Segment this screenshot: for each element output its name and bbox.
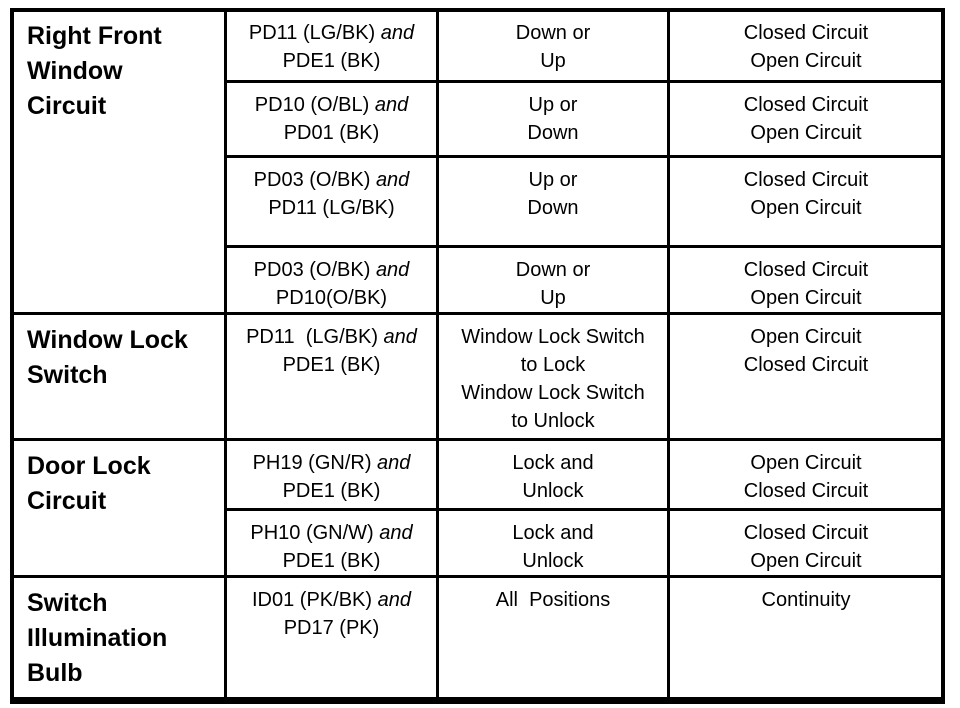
position-text: Window Lock Switch xyxy=(461,382,645,404)
result-text: Closed Circuit xyxy=(743,22,869,44)
pin-label: PH10 (GN/W) xyxy=(250,522,374,544)
position-text: Up xyxy=(540,287,566,309)
section-title-line: Switch xyxy=(27,361,108,389)
position-text: to Lock xyxy=(520,354,586,376)
pin-label: PD17 (PK) xyxy=(283,617,380,639)
section-title-line: Switch xyxy=(27,589,108,617)
pin-label: PD11 (LG/BK) xyxy=(248,22,376,44)
pin-label: PDE1 (BK) xyxy=(282,354,381,376)
section-title-line: Window xyxy=(27,57,123,85)
pin-label: PD11 (LG/BK) xyxy=(268,197,395,219)
result-text: Open Circuit xyxy=(750,122,862,144)
result-text: Open Circuit xyxy=(750,326,862,348)
section-title-line: Circuit xyxy=(27,487,107,515)
and-label: and xyxy=(375,169,410,191)
and-label: and xyxy=(377,589,411,611)
section-title-line: Right Front xyxy=(27,22,162,50)
pin-label: PDE1 (BK) xyxy=(282,480,381,502)
pin-label: PD03 (O/BK) xyxy=(253,259,371,281)
position-text: to Unlock xyxy=(511,410,595,432)
result-text: Continuity xyxy=(761,589,851,611)
position-text: Up or xyxy=(528,169,578,191)
and-label: and xyxy=(377,452,411,474)
position-text: Unlock xyxy=(522,550,584,572)
position-text: Down or xyxy=(515,22,591,44)
and-label: and xyxy=(380,22,415,44)
position-text: Lock and xyxy=(512,522,594,544)
pin-label: PD01 (BK) xyxy=(283,122,380,144)
position-text: All Positions xyxy=(495,589,611,611)
result-text: Closed Circuit xyxy=(743,169,869,191)
section-title-line: Illumination xyxy=(27,624,168,652)
pin-label: PD10 (O/BL) xyxy=(254,94,370,116)
position-text: Lock and xyxy=(512,452,594,474)
position-text: Window Lock Switch xyxy=(461,326,645,348)
pin-label: PD10(O/BK) xyxy=(275,287,388,309)
result-text: Open Circuit xyxy=(750,452,862,474)
result-text: Open Circuit xyxy=(750,197,862,219)
position-text: Unlock xyxy=(522,480,584,502)
pin-label: PDE1 (BK) xyxy=(282,50,381,72)
section-title-line: Circuit xyxy=(27,92,107,120)
pin-label: PH19 (GN/R) xyxy=(252,452,372,474)
result-text: Closed Circuit xyxy=(743,480,869,502)
position-text: Up or xyxy=(528,94,578,116)
result-text: Open Circuit xyxy=(750,550,862,572)
and-label: and xyxy=(379,522,413,544)
result-text: Closed Circuit xyxy=(743,94,869,116)
and-label: and xyxy=(374,94,409,116)
result-text: Closed Circuit xyxy=(743,522,869,544)
position-text: Down or xyxy=(515,259,591,281)
result-text: Open Circuit xyxy=(750,287,862,309)
pin-label: PD03 (O/BK) xyxy=(253,169,371,191)
and-label: and xyxy=(383,326,417,348)
section-title-line: Door Lock xyxy=(27,452,151,480)
position-text: Down xyxy=(527,197,579,219)
position-text: Down xyxy=(527,122,579,144)
result-text: Closed Circuit xyxy=(743,259,869,281)
result-text: Open Circuit xyxy=(750,50,862,72)
position-text: Up xyxy=(540,50,566,72)
pin-label: ID01 (PK/BK) xyxy=(252,589,373,611)
section-title-line: Window Lock xyxy=(27,326,188,354)
and-label: and xyxy=(375,259,410,281)
result-text: Closed Circuit xyxy=(743,354,869,376)
section-title-line: Bulb xyxy=(27,659,83,687)
pin-label: PDE1 (BK) xyxy=(282,550,381,572)
table-outer-border xyxy=(10,8,945,701)
pin-label: PD11 (LG/BK) xyxy=(246,326,378,348)
